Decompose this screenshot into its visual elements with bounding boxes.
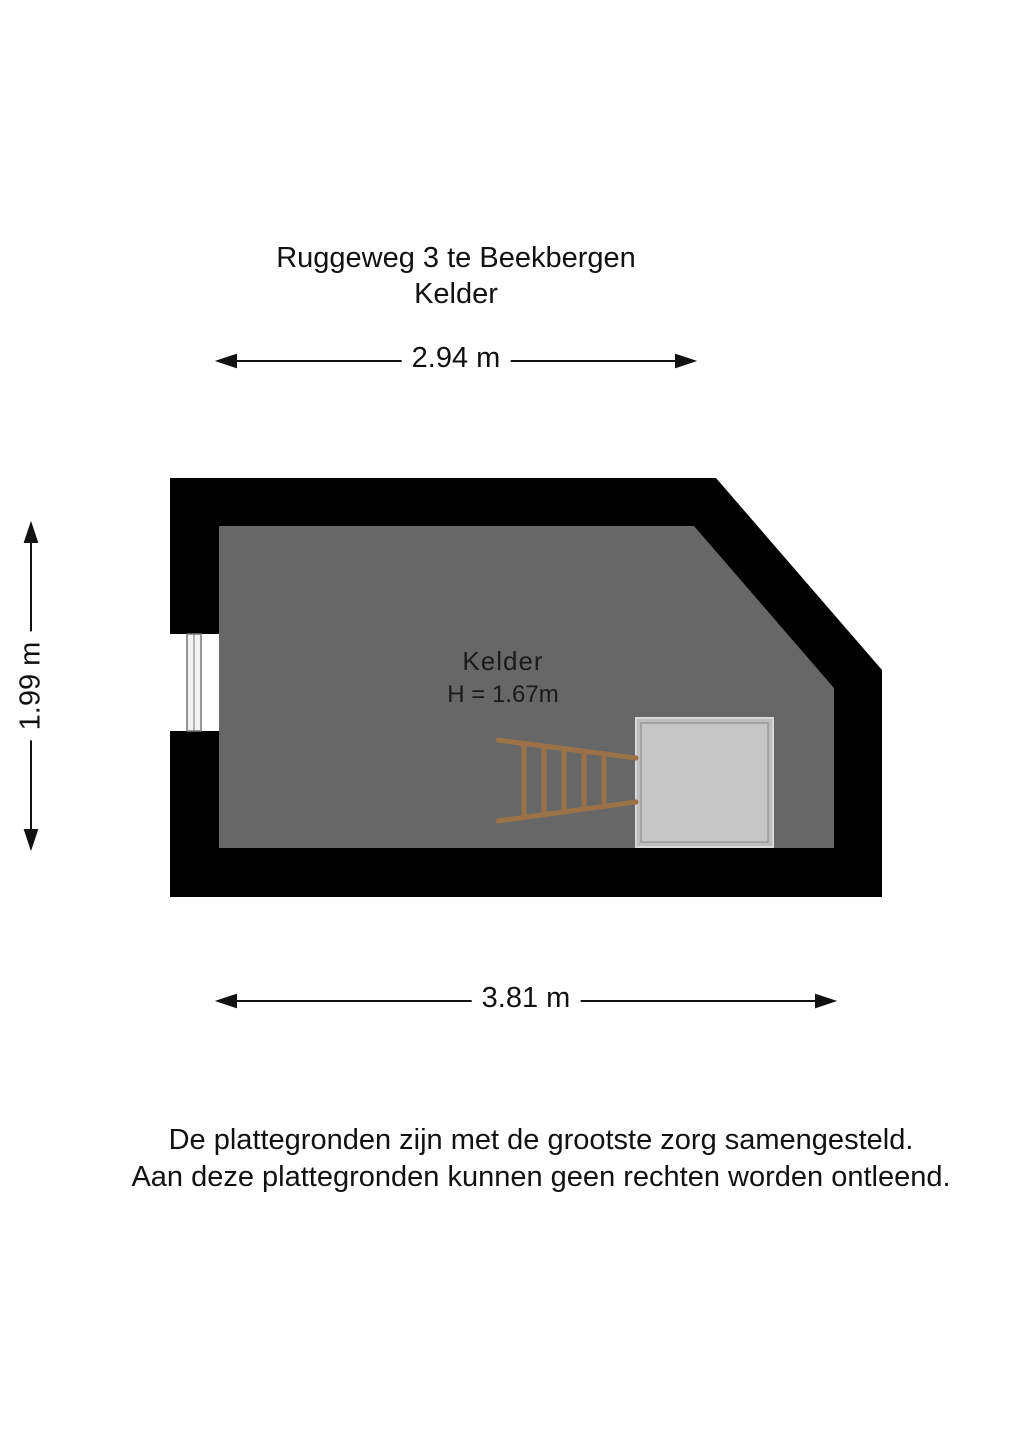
- window: [170, 634, 219, 731]
- disclaimer: [0, 1122, 1018, 1196]
- dimension-top-label: 2.94 m: [402, 342, 511, 375]
- dimension-bottom-label: 3.81 m: [472, 982, 581, 1015]
- plan-title: [0, 240, 912, 312]
- dimension-left-label: 1.99 m: [15, 632, 48, 741]
- disclaimer-line-2: Aan deze plattegronden kunnen geen rechten worden ontleend.: [131, 1161, 951, 1193]
- disclaimer-line-1: De plattegronden zijn met de grootste zorg samengesteld.: [168, 1124, 914, 1156]
- floor-label: Kelder: [414, 278, 498, 310]
- hatch-opening: [636, 718, 773, 847]
- room-name-label: Kelder: [462, 646, 544, 676]
- address-label: Ruggeweg 3 te Beekbergen: [276, 242, 636, 274]
- room-height-label: H = 1.67m: [447, 681, 559, 708]
